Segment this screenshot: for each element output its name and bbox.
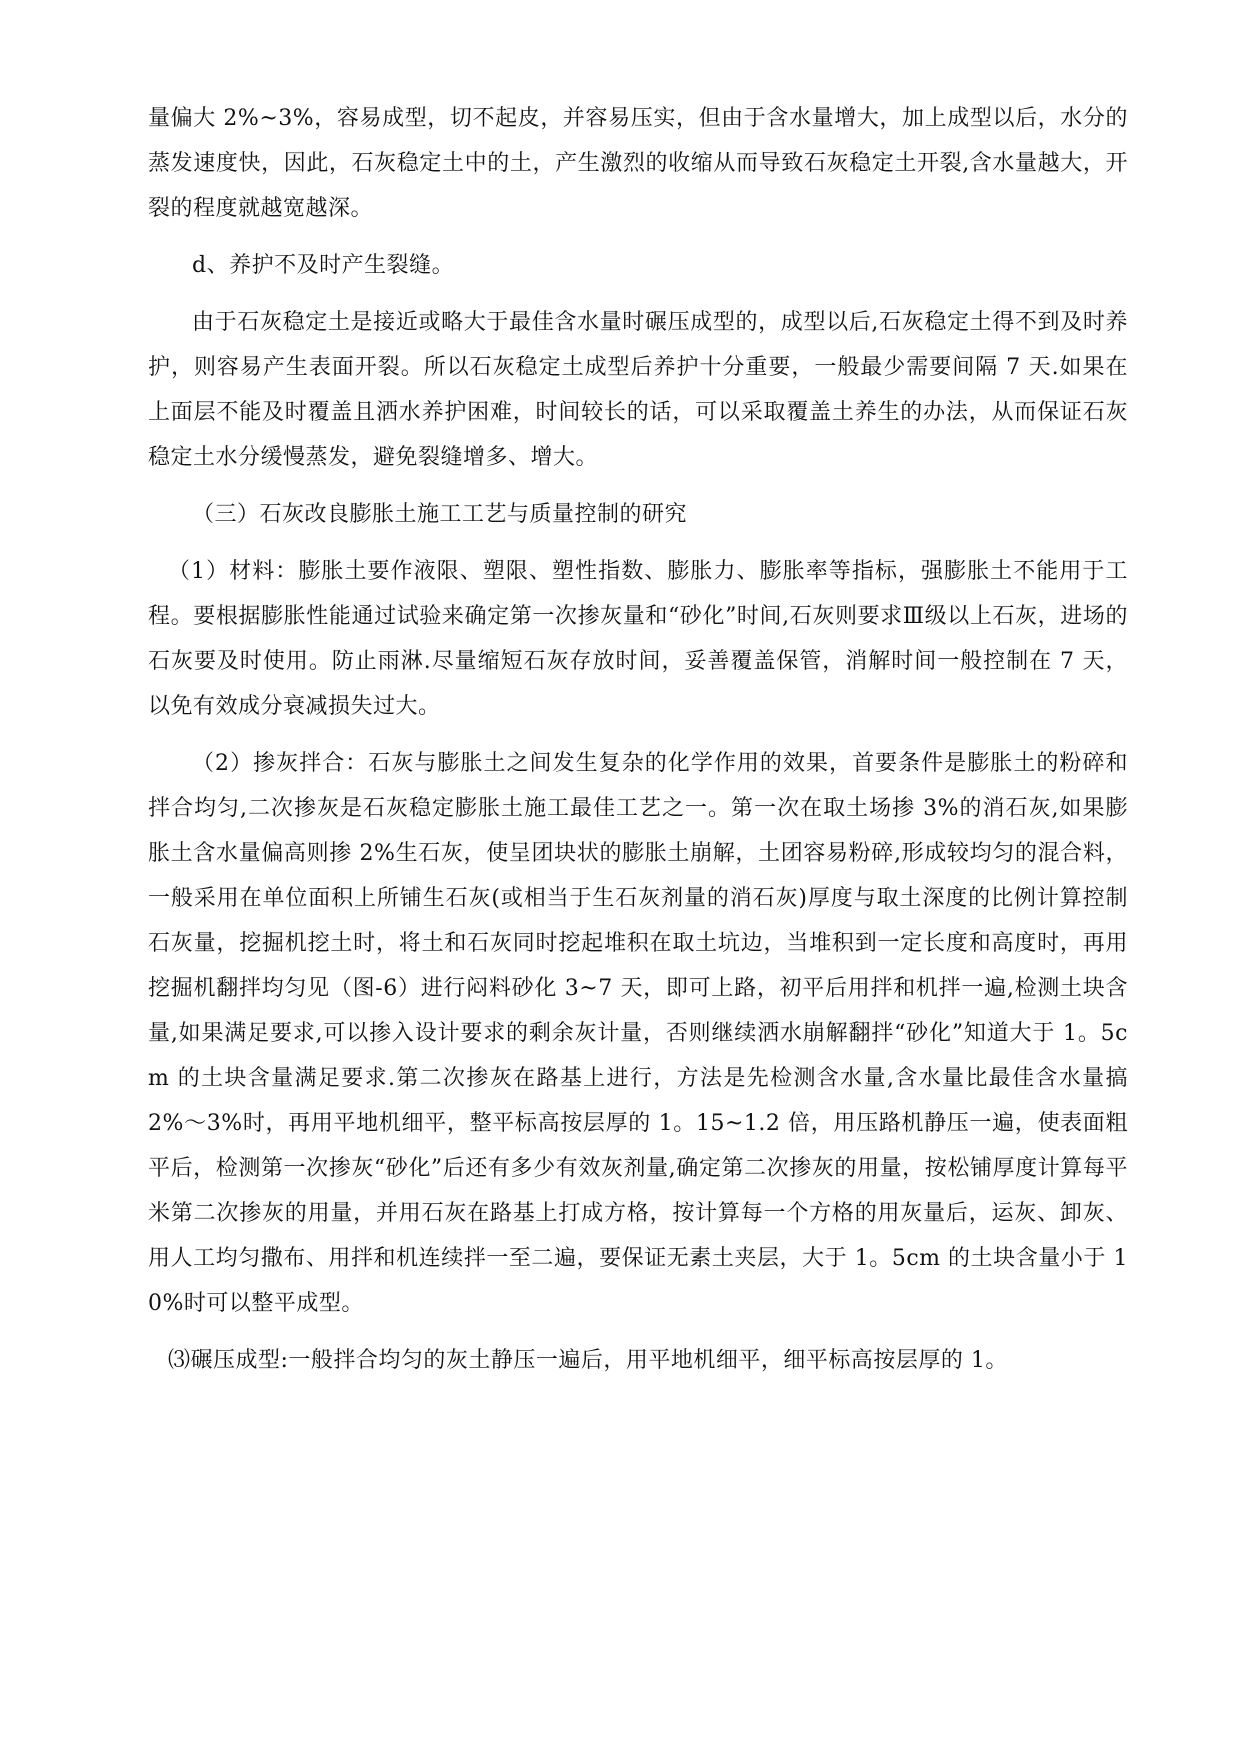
paragraph-materials: （1）材料：膨胀土要作液限、塑限、塑性指数、膨胀力、膨胀率等指标，强膨胀土不能用于工程。要根据膨胀性能通过试验来确定第一次掺灰量和“砂化”时间,石灰则要求Ⅲ级以上石灰，进场的石灰要及时使用。防止雨淋.尽量缩短石灰存放时间，妥善覆盖保管，消解时间一般控制在 7 天，以免有效成分衰减损失过大。	[148, 559, 1128, 719]
paragraph-subheading-d: d、养护不及时产生裂缝。	[192, 253, 455, 278]
paragraph-curing: 由于石灰稳定土是接近或略大于最佳含水量时碾压成型的，成型以后,石灰稳定土得不到及时养护，则容易产生表面开裂。所以石灰稳定土成型后养护十分重要，一般最少需要间隔 7 天.如果在上面层不能及时覆盖且洒水养护困难，时间较长的话，可以采取覆盖土养生的办法，从而保证石灰稳定土水分缓慢蒸发，避免裂缝增多、增大。	[148, 310, 1128, 470]
document-body	[148, 96, 1128, 1383]
section-heading: （三）石灰改良膨胀土施工工艺与质量控制的研究	[192, 502, 688, 527]
paragraph-continuation: 量偏大 2%~3%，容易成型，切不起皮，并容易压实，但由于含水量增大，加上成型以后，水分的蒸发速度快，因此，石灰稳定土中的土，产生激烈的收缩从而导致石灰稳定土开裂,含水量越大，开裂的程度就越宽越深。	[148, 106, 1128, 221]
paragraph-lime-mixing: （2）掺灰拌合：石灰与膨胀土之间发生复杂的化学作用的效果，首要条件是膨胀土的粉碎和拌合均匀,二次掺灰是石灰稳定膨胀土施工最佳工艺之一。第一次在取土场掺 3%的消石灰,如果膨胀土含水量偏高则掺 2%生石灰，使呈团块状的膨胀土崩解，土团容易粉碎,形成较均匀的混合料，一般采用在单位面积上所铺生石灰(或相当于生石灰剂量的消石灰)厚度与取土深度的比例计算控制石灰量，挖掘机挖土时，将土和石灰同时挖起堆积在取土坑边，当堆积到一定长度和高度时，再用挖掘机翻拌均匀见（图-6）进行闷料砂化 3~7 天，即可上路，初平后用拌和机拌一遍,检测土块含量,如果满足要求,可以掺入设计要求的剩余灰计量，否则继续洒水崩解翻拌“砂化”知道大于 1。5cm 的土块含量满足要求.第二次掺灰在路基上进行，方法是先检测含水量,含水量比最佳含水量搞 2%～3%时，再用平地机细平，整平标高按层厚的 1。15~1.2 倍，用压路机静压一遍，使表面粗平后，检测第一次掺灰“砂化”后还有多少有效灰剂量,确定第二次掺灰的用量，按松铺厚度计算每平米第二次掺灰的用量，并用石灰在路基上打成方格，按计算每一个方格的用灰量后，运灰、卸灰、用人工均匀撒布、用拌和机连续拌一至二遍，要保证无素土夹层，大于 1。5cm 的土块含量小于 10%时可以整平成型。	[148, 751, 1128, 1316]
paragraph-compaction: ⑶碾压成型:一般拌合均匀的灰土静压一遍后，用平地机细平，细平标高按层厚的 1。	[168, 1348, 1008, 1373]
